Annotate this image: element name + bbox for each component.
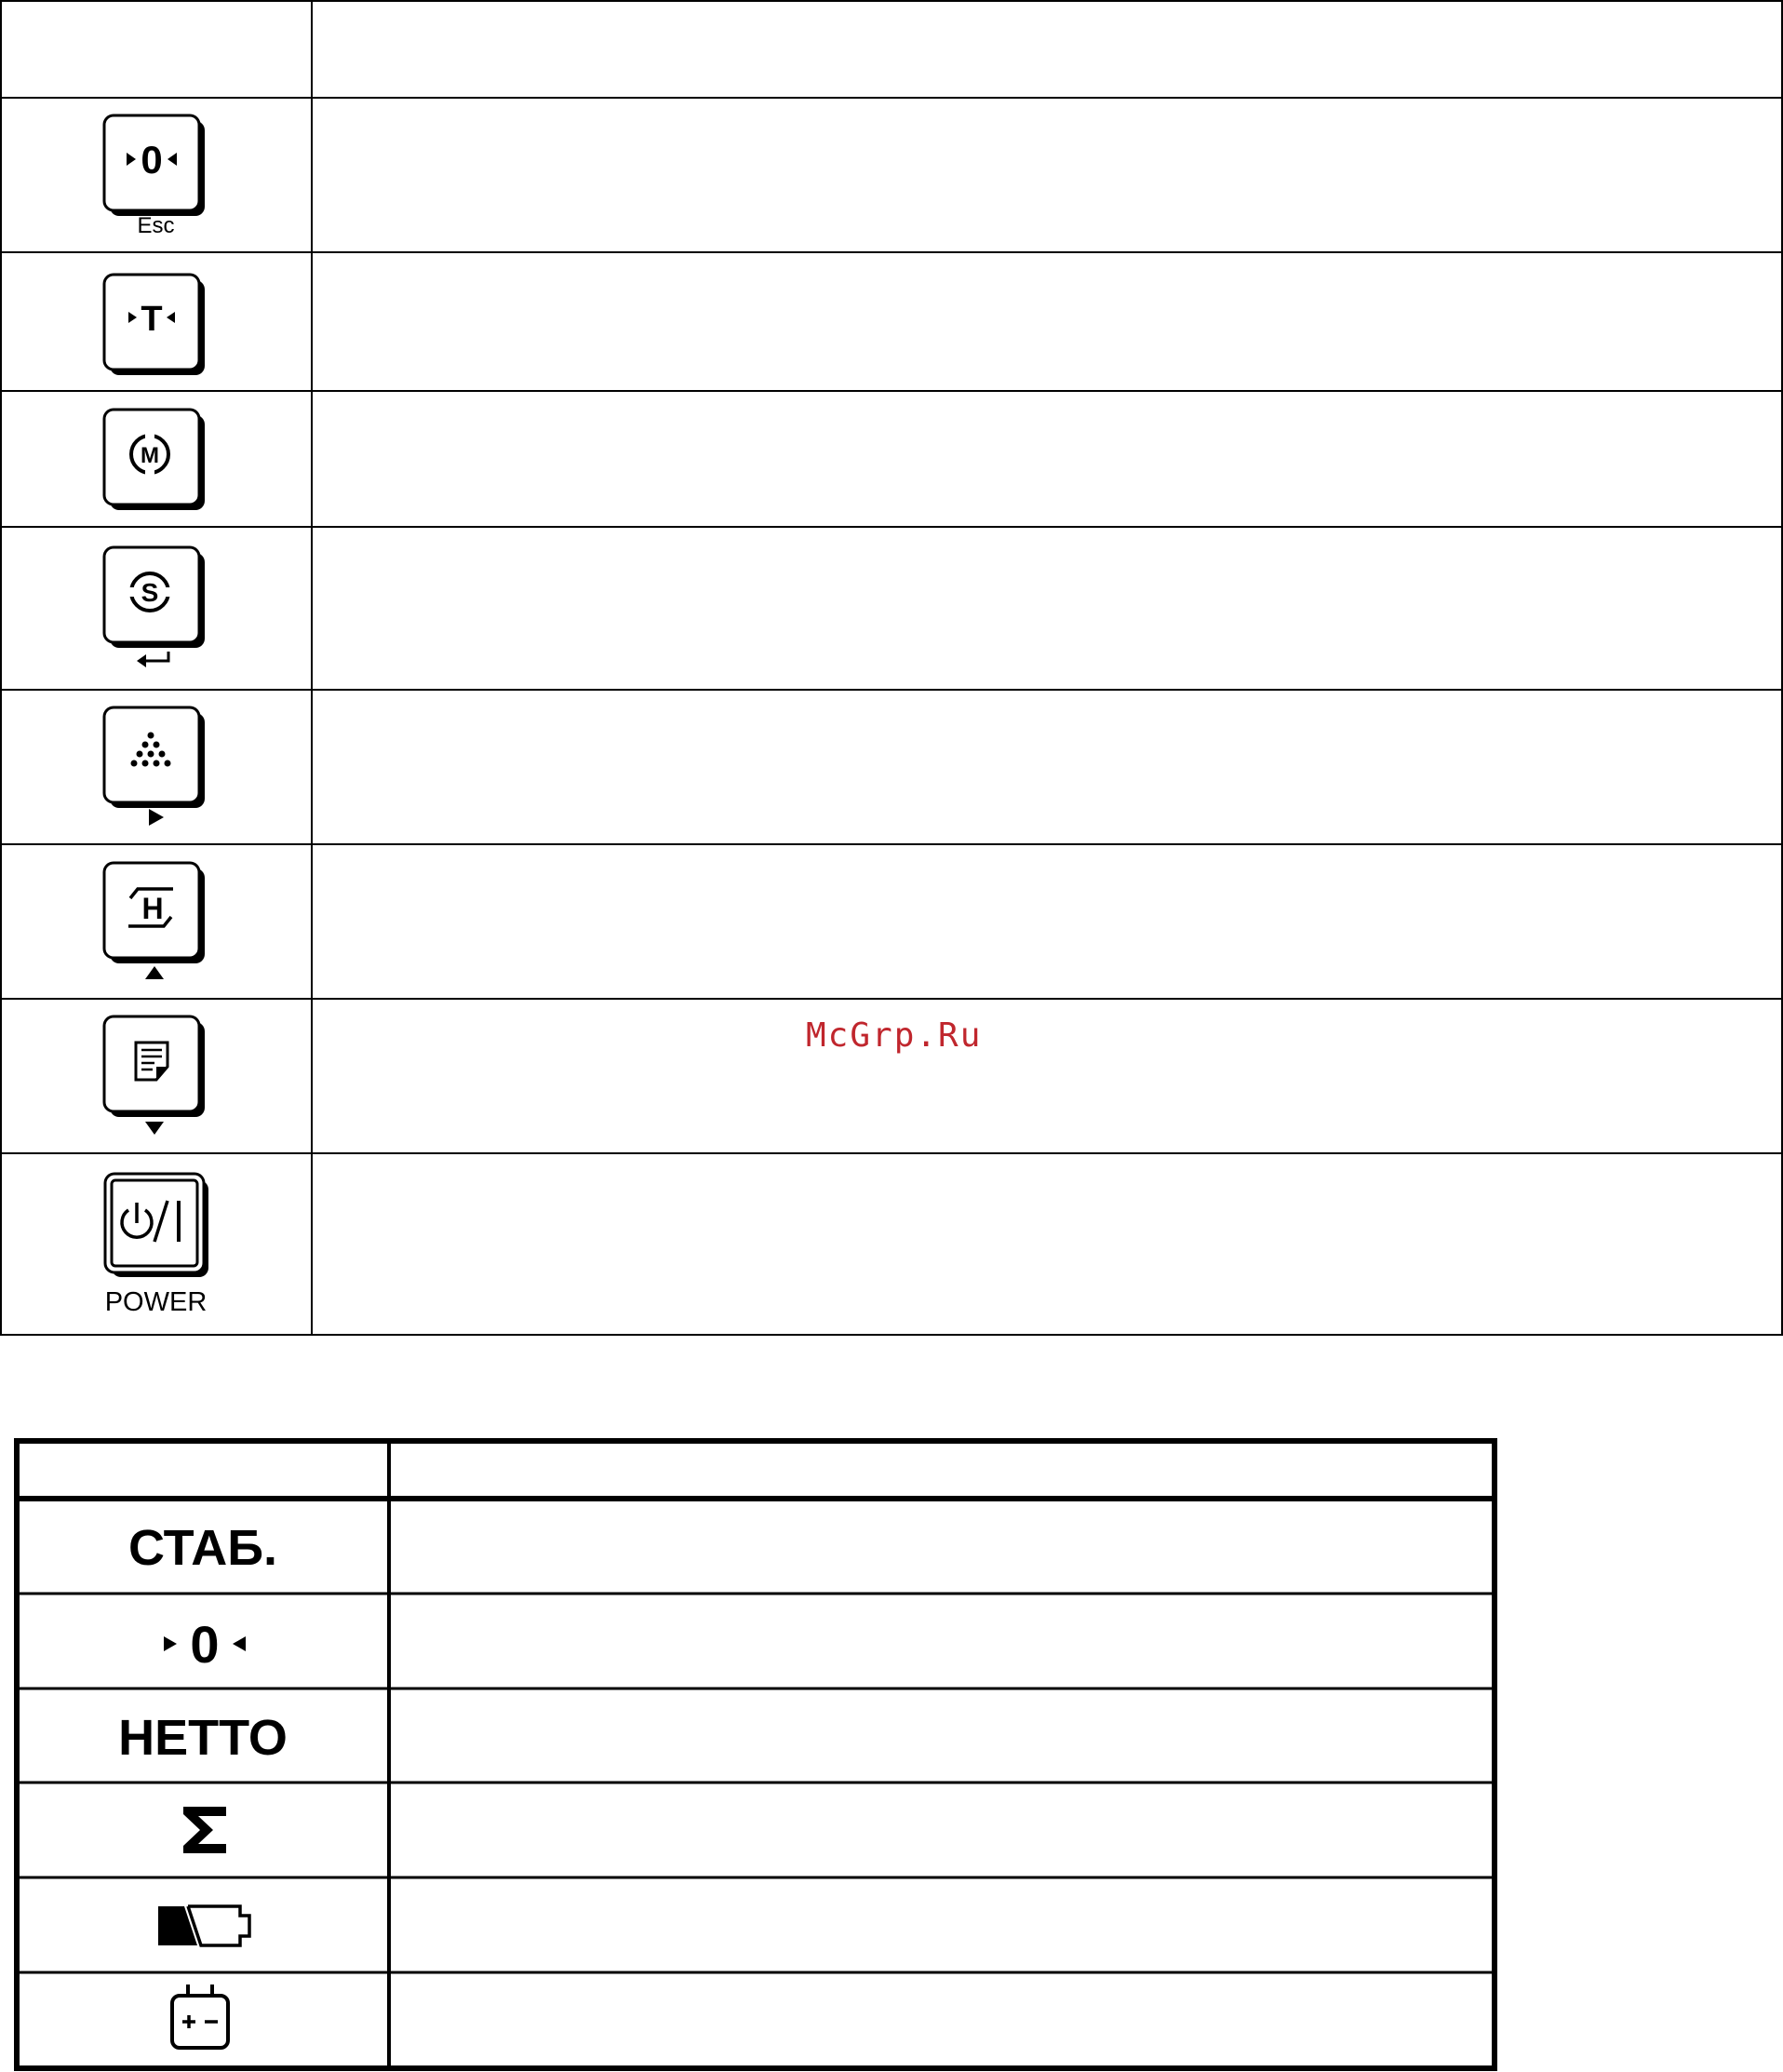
- keys-row-description: [312, 98, 1782, 252]
- keys-header-col2: [312, 0, 1782, 98]
- up-triangle-icon: [143, 964, 166, 986]
- memory-key-icon: [102, 408, 209, 512]
- esc-key-label: Esc: [137, 213, 175, 238]
- charging-battery-icon: [168, 1983, 235, 2058]
- tare-key-icon: [102, 273, 209, 377]
- keys-header-col1: [0, 0, 312, 98]
- sum-icon: [180, 1803, 230, 1862]
- print-key-icon: [102, 1015, 209, 1119]
- zero-key-icon: [102, 114, 209, 218]
- down-triangle-icon: [143, 1120, 166, 1141]
- indicator-row-description: [392, 1691, 1492, 1783]
- svg-text:T: T: [141, 300, 163, 339]
- indicators-header-col2: [392, 1444, 1492, 1496]
- indicator-row-description: [392, 1596, 1492, 1689]
- indicator-row-description: [392, 1975, 1492, 2067]
- svg-text:M: M: [141, 443, 159, 468]
- zero-indicator-icon: [158, 1618, 251, 1675]
- power-key-icon: [102, 1171, 214, 1279]
- enter-arrow-icon: [135, 650, 172, 675]
- keys-row-description: [312, 690, 1782, 844]
- indicator-row-description: [392, 1785, 1492, 1877]
- indicator-row-description: [392, 1501, 1492, 1594]
- power-key-label: POWER: [104, 1287, 208, 1317]
- hold-key-icon: [102, 861, 209, 965]
- keys-row-description: [312, 391, 1782, 527]
- indicator-row-description: [392, 1880, 1492, 1972]
- keys-row-description: [312, 1153, 1782, 1335]
- keys-row-description: [312, 999, 1782, 1153]
- svg-text:0: 0: [190, 1618, 220, 1670]
- indicators-header-col1: [20, 1444, 386, 1496]
- svg-text:S: S: [141, 578, 159, 607]
- stable-indicator: СТАБ.: [127, 1520, 278, 1576]
- low-battery-icon: [156, 1904, 255, 1952]
- keys-row-description: [312, 527, 1782, 690]
- store-key-icon: [102, 545, 209, 650]
- keys-row-description: [312, 252, 1782, 391]
- svg-text:H: H: [141, 892, 164, 925]
- keys-row-description: [312, 844, 1782, 999]
- counting-key-icon: [102, 706, 209, 810]
- svg-text:0: 0: [141, 138, 163, 182]
- net-indicator: НЕТТО: [118, 1710, 288, 1766]
- right-triangle-icon: [147, 807, 166, 832]
- watermark: McGrp.Ru: [806, 1016, 983, 1055]
